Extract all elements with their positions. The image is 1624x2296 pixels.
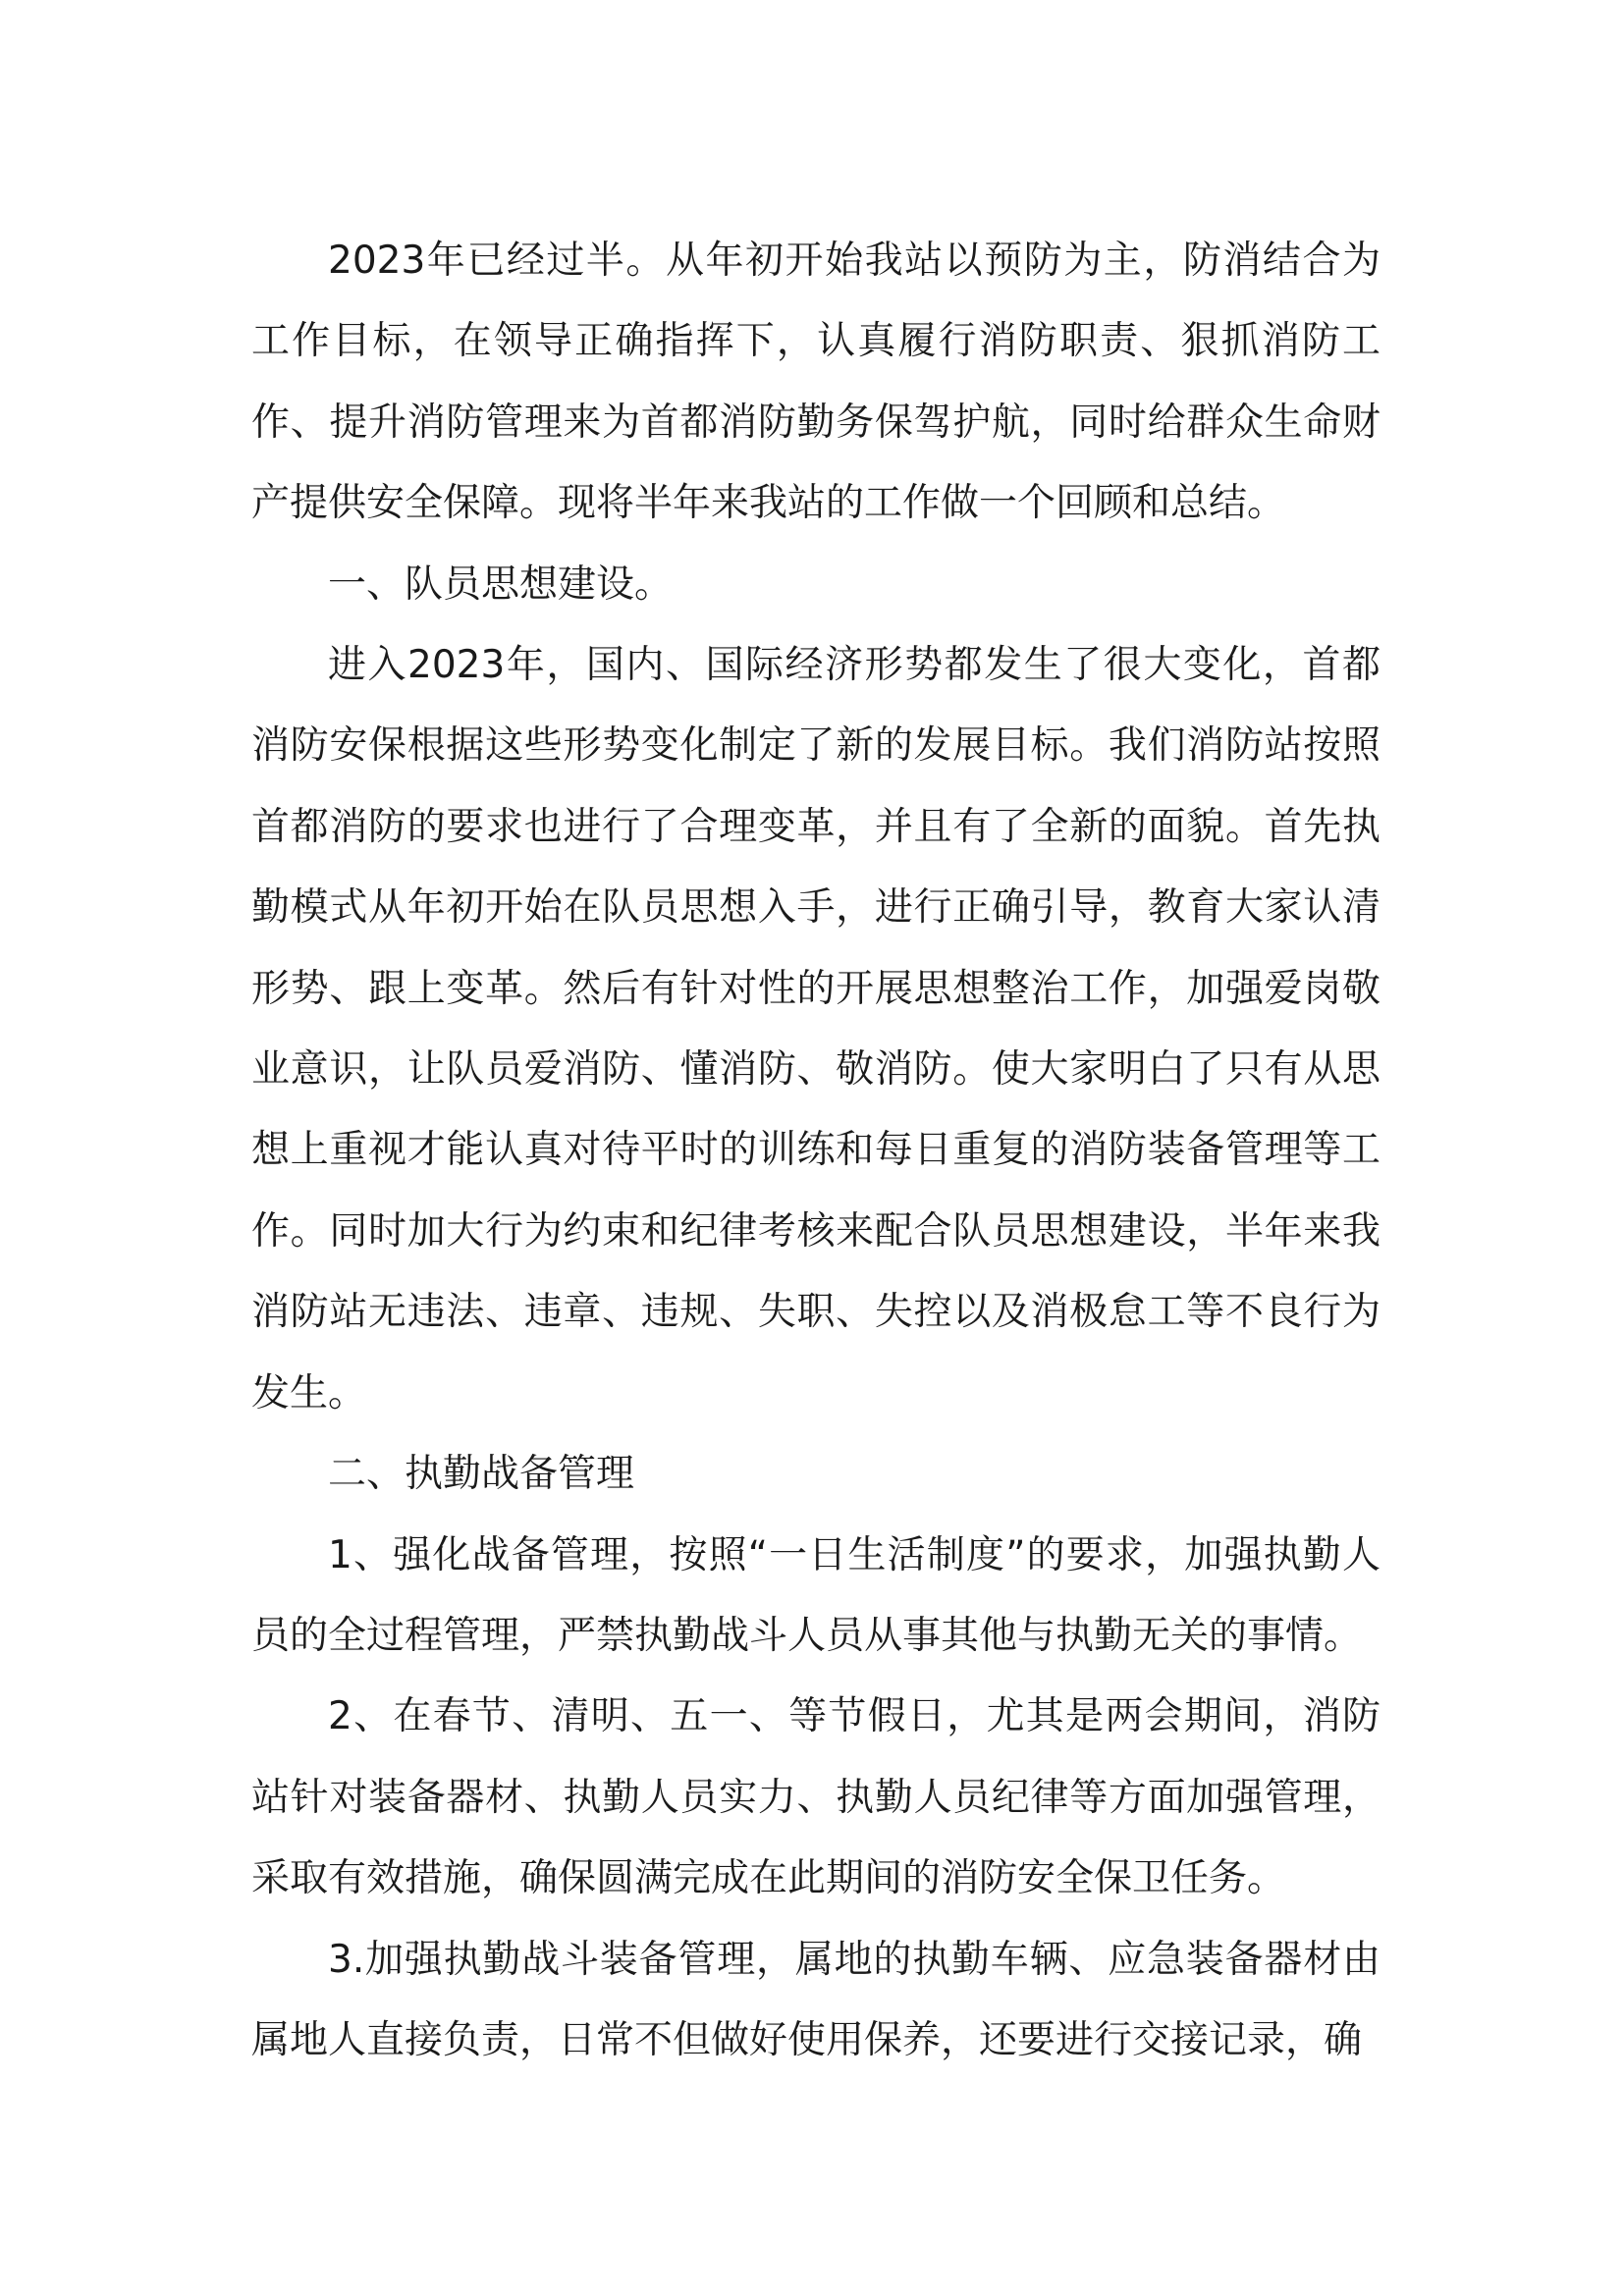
section-1-heading: 一、队员思想建设。	[328, 561, 674, 607]
section-2-item-1: 1、强化战备管理，按照“一日生活制度”的要求，加强执勤人员的全过程管理，严禁执勤战斗人员从事其他与执勤无关的事情。	[251, 1532, 1380, 1658]
intro-paragraph: 2023年已经过半。从年初开始我站以预防为主，防消结合为工作目标，在领导正确指挥下，认真履行消防职责、狠抓消防工作、提升消防管理来为首都消防勤务保驾护航，同时给群众生命财产提供安全保障。现将半年来我站的工作做一个回顾和总结。	[251, 239, 1380, 526]
section-2-item-3: 3.加强执勤战斗装备管理，属地的执勤车辆、应急装备器材由属地人直接负责，日常不但做好使用保养，还要进行交接记录，确	[251, 1937, 1380, 2062]
section-2-item-2: 2、在春节、清明、五一、等节假日，尤其是两会期间，消防站针对装备器材、执勤人员实力、执勤人员纪律等方面加强管理，采取有效措施，确保圆满完成在此期间的消防安全保卫任务。	[251, 1694, 1380, 1901]
section-2-heading: 二、执勤战备管理	[328, 1452, 635, 1497]
document-body	[251, 221, 1380, 2081]
section-1-paragraph: 进入2023年，国内、国际经济形势都发生了很大变化，首都消防安保根据这些形势变化制定了新的发展目标。我们消防站按照首都消防的要求也进行了合理变革，并且有了全新的面貌。首先执勤模式从年初开始在队员思想入手，进行正确引导，教育大家认清形势、跟上变革。然后有针对性的开展思想整治工作，加强爱岗敬业意识，让队员爱消防、懂消防、敬消防。使大家明白了只有从思想上重视才能认真对待平时的训练和每日重复的消防装备管理等工作。同时加大行为约束和纪律考核来配合队员思想建设，半年来我消防站无违法、违章、违规、失职、失控以及消极怠工等不良行为发生。	[251, 643, 1380, 1415]
